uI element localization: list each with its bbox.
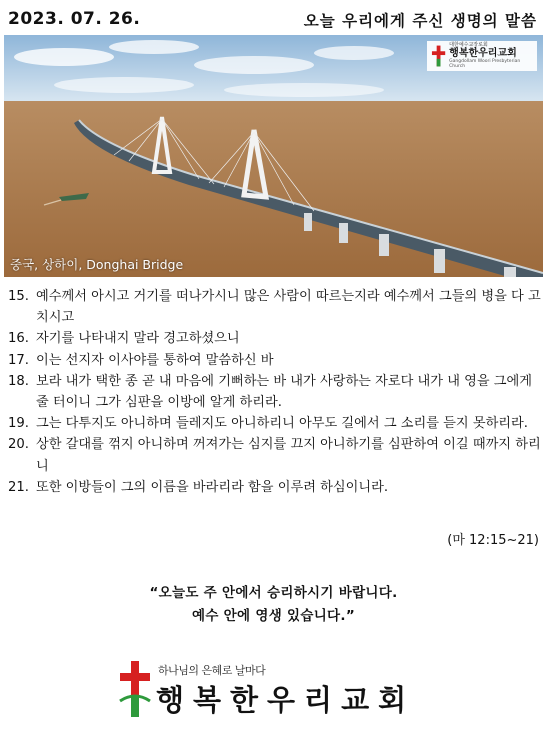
scripture-reference: (마 12:15~21) xyxy=(447,533,539,548)
logo-church-name: 행복한우리교회 xyxy=(449,48,517,59)
church-slogan: 하나님의 은혜로 날마다 xyxy=(158,664,266,677)
verse-number: 19. xyxy=(8,416,29,432)
blessing-quote-line1: “오늘도 주 안에서 승리하시기 바랍니다. xyxy=(149,585,398,601)
verse-item xyxy=(8,350,541,371)
verse-text: 자기를 나타내지 말라 경고하셨으니 xyxy=(36,331,240,347)
verse-text: 그는 다투지도 아니하며 들레지도 아니하리니 아무도 길에서 그 소리를 듣지 못하리라. xyxy=(36,416,528,432)
blessing-quote-line2: 예수 안에 영생 있습니다.” xyxy=(191,608,355,624)
church-cross-icon xyxy=(118,661,152,717)
photo-church-logo xyxy=(427,41,537,71)
cross-icon xyxy=(431,45,446,67)
page-title: 오늘 우리에게 주신 생명의 말씀 xyxy=(303,12,537,30)
bridge-photo xyxy=(4,35,543,277)
verse-item xyxy=(8,286,541,328)
verse-item xyxy=(8,434,541,476)
header xyxy=(0,0,547,34)
verse-text: 상한 갈대를 꺾지 아니하며 꺼져가는 심지를 끄지 아니하기를 심판하여 이길 때까지 하리니 xyxy=(36,437,541,474)
verse-number: 16. xyxy=(8,331,29,347)
church-name: 행복한우리교회 xyxy=(156,683,416,717)
verse-number: 20. xyxy=(8,437,29,453)
verse-item xyxy=(8,477,541,498)
date: 2023. 07. 26. xyxy=(8,9,141,29)
logo-denomination: 대한예수교장로회 xyxy=(449,42,488,48)
verse-number: 17. xyxy=(8,352,29,368)
verse-number: 21. xyxy=(8,479,29,495)
verse-list xyxy=(8,286,541,498)
verse-text: 또한 이방들이 그의 이름을 바라리라 함을 이루려 하심이니라. xyxy=(36,479,389,495)
verse-text: 예수께서 아시고 거기를 떠나가시니 많은 사람이 따르는지라 예수께서 그들의 병을 다 고치시고 xyxy=(36,289,541,326)
footer-church-logo xyxy=(118,659,438,719)
bridge-illustration xyxy=(4,35,543,277)
verse-item xyxy=(8,413,541,434)
verse-text: 보라 내가 택한 종 곧 내 마음에 기뻐하는 바 내가 사랑하는 자로다 내가 내 영을 그에게 줄 터이니 그가 심판을 이방에 알게 하리라. xyxy=(36,373,533,411)
logo-english-name: Gangdollam Woori Presbyterian Church xyxy=(449,59,521,69)
verse-text: 이는 선지자 이사야를 통하여 말씀하신 바 xyxy=(36,352,274,368)
photo-caption: 중국, 상하이, Donghai Bridge xyxy=(10,257,184,272)
verse-item xyxy=(8,328,541,349)
verse-number: 18. xyxy=(8,373,29,389)
verse-number: 15. xyxy=(8,289,29,304)
verse-item xyxy=(8,371,541,413)
